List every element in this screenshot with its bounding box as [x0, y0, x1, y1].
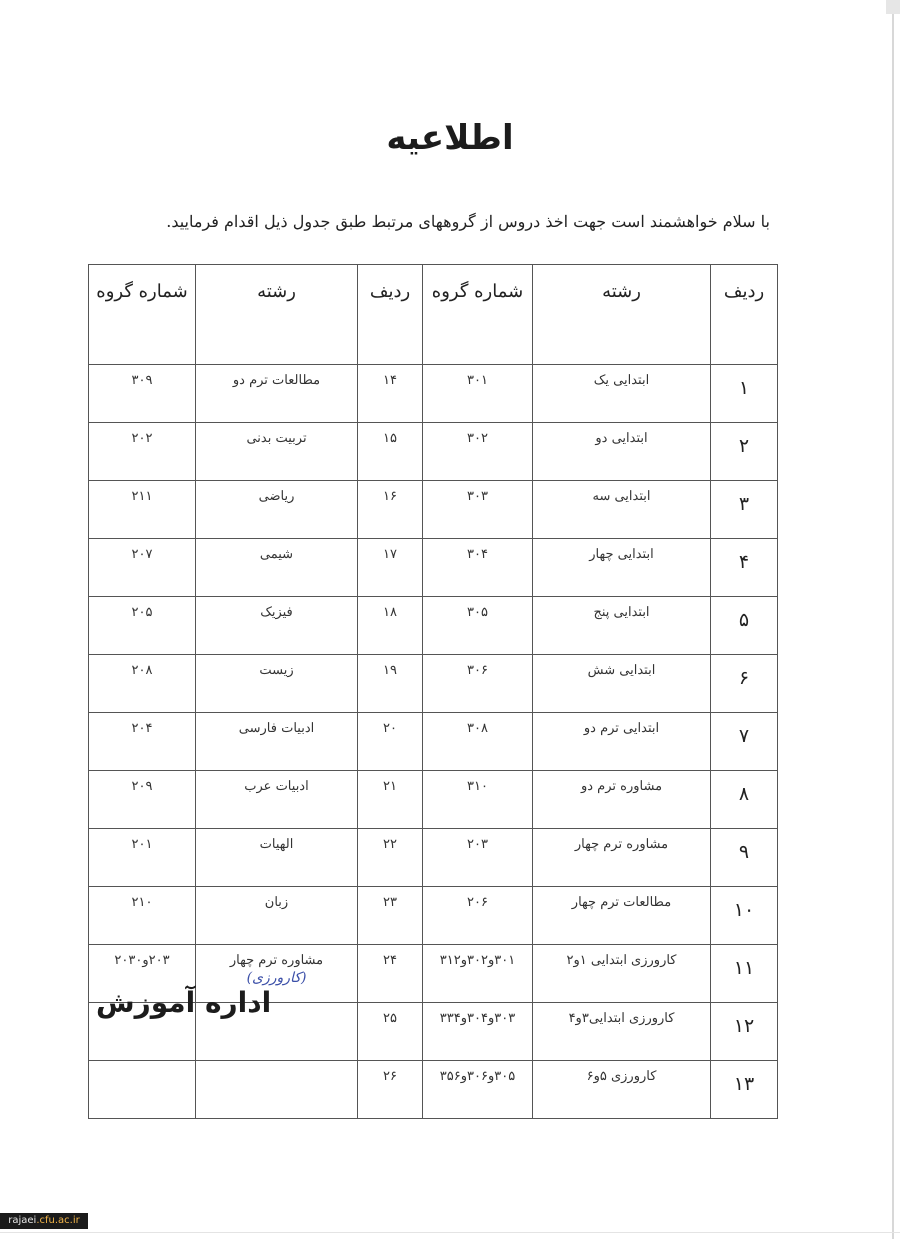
- row-number-2-text: ۲۲: [383, 837, 397, 852]
- table-row: [89, 713, 778, 771]
- group-cell-2: [89, 481, 196, 539]
- field-cell-text: کارورزی ۵و۶: [586, 1069, 657, 1084]
- group-cell-text: ۳۰۳: [467, 489, 488, 504]
- field-cell: [533, 713, 711, 771]
- row-number-2: [358, 423, 423, 481]
- row-number-text: ۶: [738, 667, 750, 689]
- group-cell-2: [89, 365, 196, 423]
- site-watermark: [0, 1213, 88, 1229]
- intro-text: با سلام خواهشمند است جهت اخذ دروس از گروههای مرتبط طبق جدول ذیل اقدام فرمایید.: [166, 212, 770, 231]
- field-cell-2-text: مطالعات ترم دو: [232, 373, 321, 388]
- row-number-2: [358, 365, 423, 423]
- field-cell-2: [196, 887, 358, 945]
- row-number-2-text: ۱۴: [383, 373, 397, 388]
- group-cell: [423, 713, 533, 771]
- header-reshte: رشته: [533, 265, 711, 365]
- table-row: [89, 481, 778, 539]
- table-row: [89, 365, 778, 423]
- group-cell: [423, 481, 533, 539]
- group-cell-2: [89, 713, 196, 771]
- field-cell-2: [196, 771, 358, 829]
- row-number-2: [358, 597, 423, 655]
- row-number-2-text: ۱۶: [383, 489, 397, 504]
- group-cell: [423, 365, 533, 423]
- group-cell-text: ۳۰۱و۳۰۲و۳۱۲: [439, 953, 516, 968]
- row-number-2-text: ۱۵: [383, 431, 397, 446]
- row-number: [711, 1061, 778, 1119]
- row-number-2-text: ۱۸: [383, 605, 397, 620]
- group-cell-2: [89, 887, 196, 945]
- group-cell: [423, 945, 533, 1003]
- field-cell: [533, 771, 711, 829]
- field-cell-text: مشاوره ترم دو: [580, 779, 663, 794]
- row-number-2-text: ۱۹: [383, 663, 397, 678]
- field-cell: [533, 1003, 711, 1061]
- table-row: [89, 1061, 778, 1119]
- footer-signature: اداره آموزش: [96, 986, 272, 1019]
- row-number-2: [358, 887, 423, 945]
- field-cell-text: کارورزی ابتدایی ۱و۲: [566, 953, 677, 968]
- row-number-text: ۱۲: [733, 1015, 755, 1037]
- group-cell-2-text: ۲۰۵: [131, 605, 153, 620]
- field-cell-2: [196, 829, 358, 887]
- field-cell-2-text: ریاضی: [258, 489, 295, 504]
- field-cell-text: مشاوره ترم چهار: [574, 837, 669, 852]
- header-group-number-2: شماره گروه: [89, 265, 196, 365]
- table-row: [89, 655, 778, 713]
- header-reshte-2: رشته: [196, 265, 358, 365]
- field-cell-2: [196, 481, 358, 539]
- group-cell-2-text: ۲۰۹: [131, 779, 153, 794]
- table-row: [89, 423, 778, 481]
- row-number: [711, 1003, 778, 1061]
- group-cell: [423, 655, 533, 713]
- page-edge: [892, 0, 894, 1239]
- group-cell-2-text: ۲۰۸: [131, 663, 153, 678]
- group-cell: [423, 1061, 533, 1119]
- row-number: [711, 945, 778, 1003]
- row-number-text: ۴: [738, 551, 750, 573]
- field-cell-2-text: شیمی: [259, 547, 294, 562]
- group-cell: [423, 597, 533, 655]
- field-cell: [533, 887, 711, 945]
- group-cell-text: ۲۰۳: [467, 837, 488, 852]
- field-cell-2: [196, 365, 358, 423]
- row-number-text: ۵: [738, 609, 750, 631]
- group-cell-2: [89, 1061, 196, 1119]
- field-cell-text: ابتدایی ترم دو: [583, 721, 660, 736]
- header-radif-2: ردیف: [358, 265, 423, 365]
- group-cell-text: ۳۰۴: [467, 547, 488, 562]
- group-cell: [423, 829, 533, 887]
- field-cell-text: ابتدایی شش: [587, 663, 656, 678]
- group-cell-text: ۲۰۶: [467, 895, 488, 910]
- row-number-2: [358, 771, 423, 829]
- field-cell-2-text: الهیات: [259, 837, 294, 852]
- group-cell-2-text: ۲۰۳و۲۰۳۰: [114, 953, 170, 968]
- field-cell-2: [196, 1061, 358, 1119]
- field-cell-2: [196, 655, 358, 713]
- row-number-text: ۲: [738, 435, 750, 457]
- field-cell-text: ابتدایی چهار: [589, 547, 654, 562]
- handwritten-note: (کارورزی): [246, 970, 307, 986]
- group-cell: [423, 771, 533, 829]
- row-number-text: ۱: [738, 377, 750, 399]
- row-number-text: ۷: [738, 725, 750, 747]
- field-cell: [533, 945, 711, 1003]
- field-cell-text: ابتدایی دو: [595, 431, 648, 446]
- group-cell-text: ۳۰۱: [467, 373, 488, 388]
- row-number-2: [358, 829, 423, 887]
- table-row: [89, 539, 778, 597]
- group-cell-2-text: ۲۰۷: [131, 547, 153, 562]
- group-cell-2-text: ۲۰۱: [131, 837, 153, 852]
- row-number-2-text: ۱۷: [383, 547, 397, 562]
- group-cell-text: ۳۰۲: [467, 431, 488, 446]
- group-cell-2-text: ۲۱۱: [131, 489, 153, 504]
- header-group-number: شماره گروه: [423, 265, 533, 365]
- field-cell-2: [196, 423, 358, 481]
- field-cell: [533, 1061, 711, 1119]
- row-number-text: ۱۳: [733, 1073, 755, 1095]
- group-cell: [423, 887, 533, 945]
- field-cell-2: [196, 597, 358, 655]
- row-number: [711, 829, 778, 887]
- row-number: [711, 539, 778, 597]
- row-number: [711, 771, 778, 829]
- field-cell-2: [196, 539, 358, 597]
- row-number-2-text: ۲۵: [383, 1011, 397, 1026]
- field-cell: [533, 655, 711, 713]
- row-number-text: ۳: [738, 493, 750, 515]
- field-cell-text: کارورزی ابتدایی۳و۴: [568, 1011, 675, 1026]
- field-cell: [533, 481, 711, 539]
- group-cell-2: [89, 771, 196, 829]
- row-number: [711, 597, 778, 655]
- header-radif: ردیف: [711, 265, 778, 365]
- row-number-2: [358, 1003, 423, 1061]
- table-row: [89, 887, 778, 945]
- field-cell: [533, 829, 711, 887]
- row-number-2: [358, 945, 423, 1003]
- group-cell-2: [89, 829, 196, 887]
- field-cell-2-text: زیست: [259, 663, 294, 678]
- group-cell-text: ۳۰۶: [467, 663, 488, 678]
- group-cell-text: ۳۰۸: [467, 721, 488, 736]
- group-cell-2: [89, 597, 196, 655]
- row-number: [711, 713, 778, 771]
- scan-corner: [886, 0, 900, 14]
- group-cell: [423, 423, 533, 481]
- row-number-2-text: ۲۴: [383, 953, 397, 968]
- field-cell: [533, 423, 711, 481]
- group-cell: [423, 1003, 533, 1061]
- field-cell: [533, 597, 711, 655]
- row-number: [711, 887, 778, 945]
- field-cell-text: ابتدایی یک: [593, 373, 650, 388]
- row-number-text: ۸: [738, 783, 750, 805]
- row-number-2: [358, 481, 423, 539]
- bottom-edge: [0, 1232, 900, 1233]
- row-number-2: [358, 655, 423, 713]
- group-cell-text: ۳۱۰: [467, 779, 488, 794]
- row-number-2-text: ۲۳: [383, 895, 397, 910]
- field-cell: [533, 539, 711, 597]
- group-cell-2-text: ۲۰۴: [131, 721, 153, 736]
- group-cell-text: ۳۰۵و۳۰۶و۳۵۶: [439, 1069, 516, 1084]
- row-number: [711, 481, 778, 539]
- field-cell-text: مطالعات ترم چهار: [571, 895, 672, 910]
- row-number: [711, 365, 778, 423]
- row-number: [711, 655, 778, 713]
- row-number-text: ۱۰: [733, 899, 755, 921]
- row-number-2: [358, 713, 423, 771]
- field-cell-2-text: تربیت بدنی: [246, 431, 307, 446]
- field-cell-2-text: فیزیک: [260, 605, 293, 620]
- row-number-text: ۹: [738, 841, 750, 863]
- row-number-text: ۱۱: [733, 957, 755, 979]
- table-row: [89, 771, 778, 829]
- watermark-prefix: rajaei: [8, 1215, 37, 1226]
- field-cell-2-text: ادبیات فارسی: [238, 721, 315, 736]
- field-cell-text: ابتدایی پنج: [593, 605, 650, 620]
- group-cell-text: ۳۰۳و۳۰۴و۳۳۴: [439, 1011, 516, 1026]
- row-number-2-text: ۲۱: [383, 779, 397, 794]
- field-cell-2-text: زبان: [264, 895, 289, 910]
- group-cell-2-text: ۳۰۹: [131, 373, 153, 388]
- group-cell-2: [89, 655, 196, 713]
- table-header-row: [89, 265, 778, 365]
- field-cell-2-text: مشاوره ترم چهار: [229, 953, 324, 968]
- group-cell-2: [89, 423, 196, 481]
- group-cell-2-text: ۲۰۲: [131, 431, 153, 446]
- field-cell-text: ابتدایی سه: [592, 489, 651, 504]
- row-number-2: [358, 1061, 423, 1119]
- field-cell-2: [196, 713, 358, 771]
- table-row: [89, 829, 778, 887]
- row-number: [711, 423, 778, 481]
- watermark-suffix: .cfu.ac.ir: [36, 1215, 80, 1226]
- row-number-2-text: ۲۶: [383, 1069, 397, 1084]
- group-cell-2-text: ۲۱۰: [131, 895, 153, 910]
- row-number-2-text: ۲۰: [383, 721, 397, 736]
- page-title: اطلاعیه: [386, 118, 514, 158]
- group-cell: [423, 539, 533, 597]
- group-cell-text: ۳۰۵: [467, 605, 488, 620]
- table-row: [89, 597, 778, 655]
- row-number-2: [358, 539, 423, 597]
- group-cell-2: [89, 539, 196, 597]
- field-cell-2-text: ادبیات عرب: [244, 779, 309, 794]
- field-cell: [533, 365, 711, 423]
